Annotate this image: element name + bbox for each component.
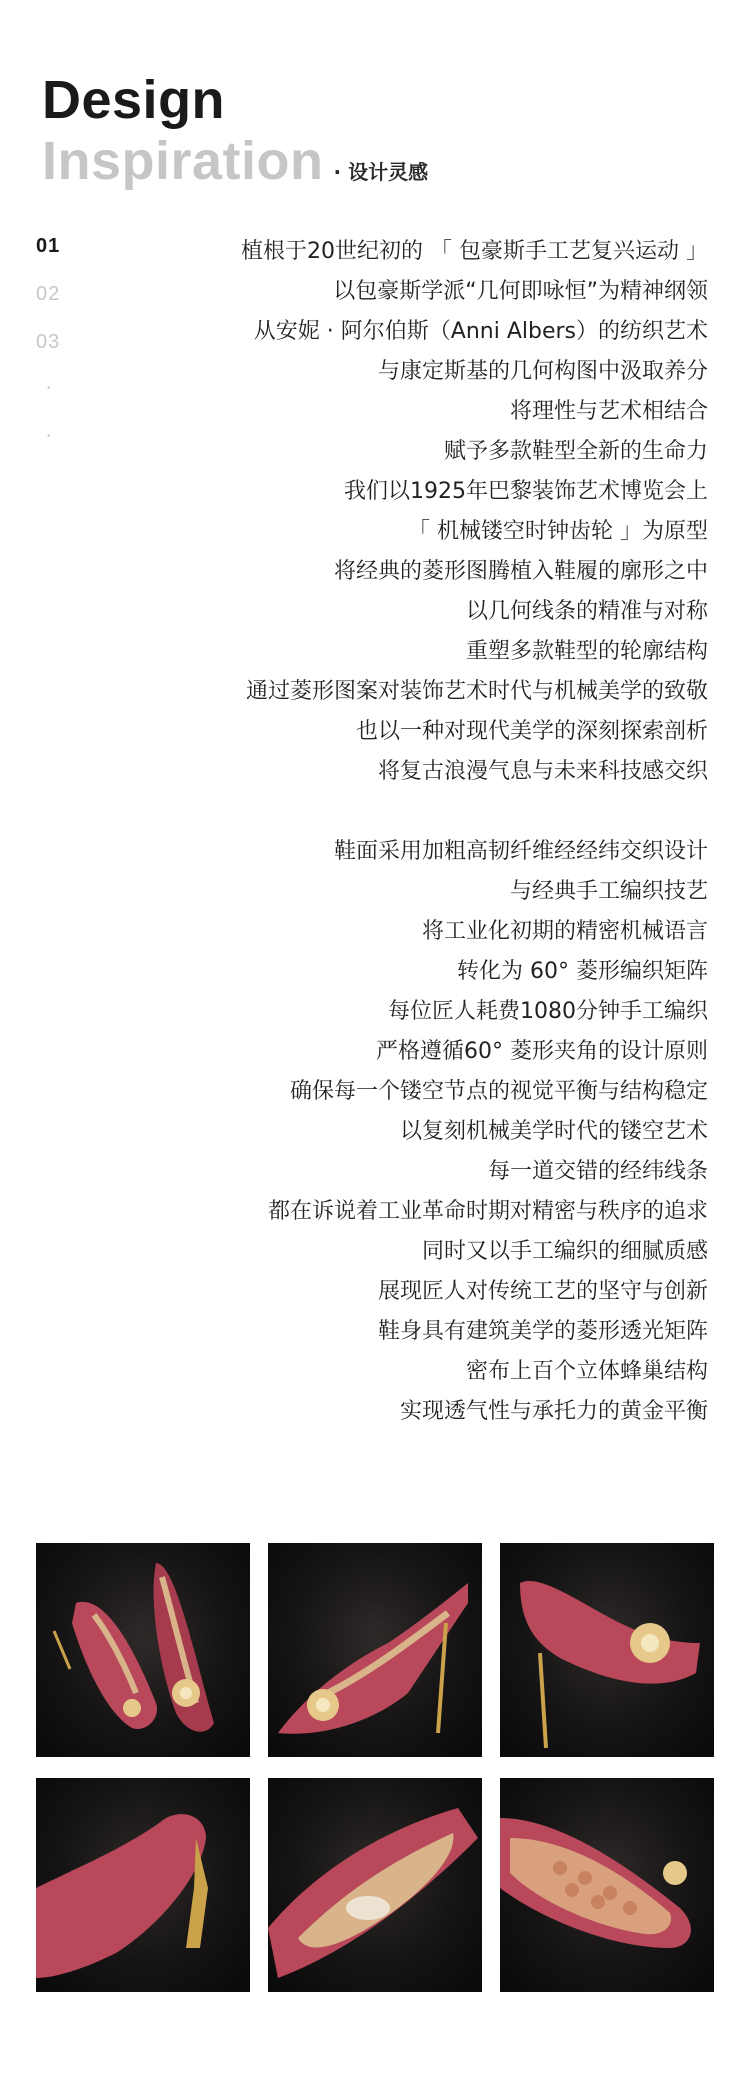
- text-line: 从安妮 · 阿尔伯斯（Anni Albers）的纺织艺术: [253, 319, 708, 344]
- sole-closeup-photo[interactable]: [500, 1778, 714, 1992]
- gallery-row: [36, 1778, 714, 1992]
- text-line: 植根于20世纪初的 「 包豪斯手工艺复兴运动 」: [241, 239, 708, 264]
- text-line: 同时又以手工编织的细腻质感: [421, 1239, 708, 1264]
- step-dot: ·: [46, 378, 52, 397]
- gallery-row: [36, 1543, 714, 1757]
- step-02[interactable]: 02: [36, 283, 61, 305]
- text-line: 将经典的菱形图腾植入鞋履的廓形之中: [333, 559, 708, 584]
- toe-brooch-illustration: [500, 1543, 714, 1757]
- text-line: 将工业化初期的精密机械语言: [421, 919, 708, 944]
- text-line: 都在诉说着工业革命时期对精密与秩序的追求: [267, 1199, 708, 1224]
- pair-of-pumps-illustration: [36, 1543, 250, 1757]
- side-view-pump-illustration: [268, 1543, 482, 1757]
- text-line: 将复古浪漫气息与未来科技感交织: [377, 759, 708, 784]
- title-row: [42, 132, 692, 190]
- toe-brooch-closeup-photo[interactable]: [500, 1543, 714, 1757]
- product-gallery: [36, 1543, 714, 2013]
- step-03[interactable]: 03: [36, 331, 61, 353]
- text-line: 将理性与艺术相结合: [509, 399, 708, 424]
- text-line: 每位匠人耗费1080分钟手工编织: [388, 999, 708, 1024]
- title-subtitle-cn: · 设计灵感: [333, 160, 429, 184]
- text-line: 每一道交错的经纬线条: [487, 1159, 708, 1184]
- step-dot: ·: [46, 426, 52, 445]
- text-line: 展现匠人对传统工艺的坚守与创新: [377, 1279, 708, 1304]
- text-line: 与经典手工编织技艺: [509, 879, 708, 904]
- text-line: 与康定斯基的几何构图中汲取养分: [377, 359, 708, 384]
- title-inspiration: Inspiration: [42, 131, 324, 191]
- text-line: 我们以1925年巴黎装饰艺术博览会上: [344, 479, 708, 504]
- text-line: 也以一种对现代美学的深刻探索剖析: [355, 719, 708, 744]
- text-line: 确保每一个镂空节点的视觉平衡与结构稳定: [289, 1079, 708, 1104]
- heel-closeup-illustration: [36, 1778, 250, 1992]
- text-line: 实现透气性与承托力的黄金平衡: [399, 1399, 708, 1424]
- text-line: 密布上百个立体蜂巢结构: [465, 1359, 708, 1384]
- text-line: 转化为 60° 菱形编织矩阵: [457, 959, 708, 984]
- pair-of-pumps-photo[interactable]: [36, 1543, 250, 1757]
- step-indicator: [36, 236, 86, 476]
- sole-closeup-illustration: [500, 1778, 714, 1992]
- text-line: 严格遵循60° 菱形夹角的设计原则: [376, 1039, 708, 1064]
- text-line: 以复刻机械美学时代的镂空艺术: [399, 1119, 708, 1144]
- text-line: 通过菱形图案对装饰艺术时代与机械美学的致敬: [245, 679, 708, 704]
- text-line: 「 机械镂空时钟齿轮 」为原型: [408, 519, 708, 544]
- text-line: 重塑多款鞋型的轮廓结构: [465, 639, 708, 664]
- text-line: 以包豪斯学派“几何即咏恒”为精神纲领: [333, 279, 708, 304]
- page-header: [42, 72, 692, 190]
- step-01[interactable]: 01: [36, 235, 61, 257]
- text-line: 鞋身具有建筑美学的菱形透光矩阵: [377, 1319, 708, 1344]
- text-line: 以几何线条的精准与对称: [465, 599, 708, 624]
- title-design: Design: [42, 70, 226, 130]
- text-line: 鞋面采用加粗高韧纤维经经纬交织设计: [333, 839, 708, 864]
- interior-lining-illustration: [268, 1778, 482, 1992]
- inspiration-paragraph-1: [108, 232, 708, 792]
- text-line: 赋予多款鞋型全新的生命力: [443, 439, 708, 464]
- inspiration-paragraph-2: [108, 832, 708, 1432]
- side-view-pump-photo[interactable]: [268, 1543, 482, 1757]
- heel-closeup-photo[interactable]: [36, 1778, 250, 1992]
- interior-lining-photo[interactable]: [268, 1778, 482, 1992]
